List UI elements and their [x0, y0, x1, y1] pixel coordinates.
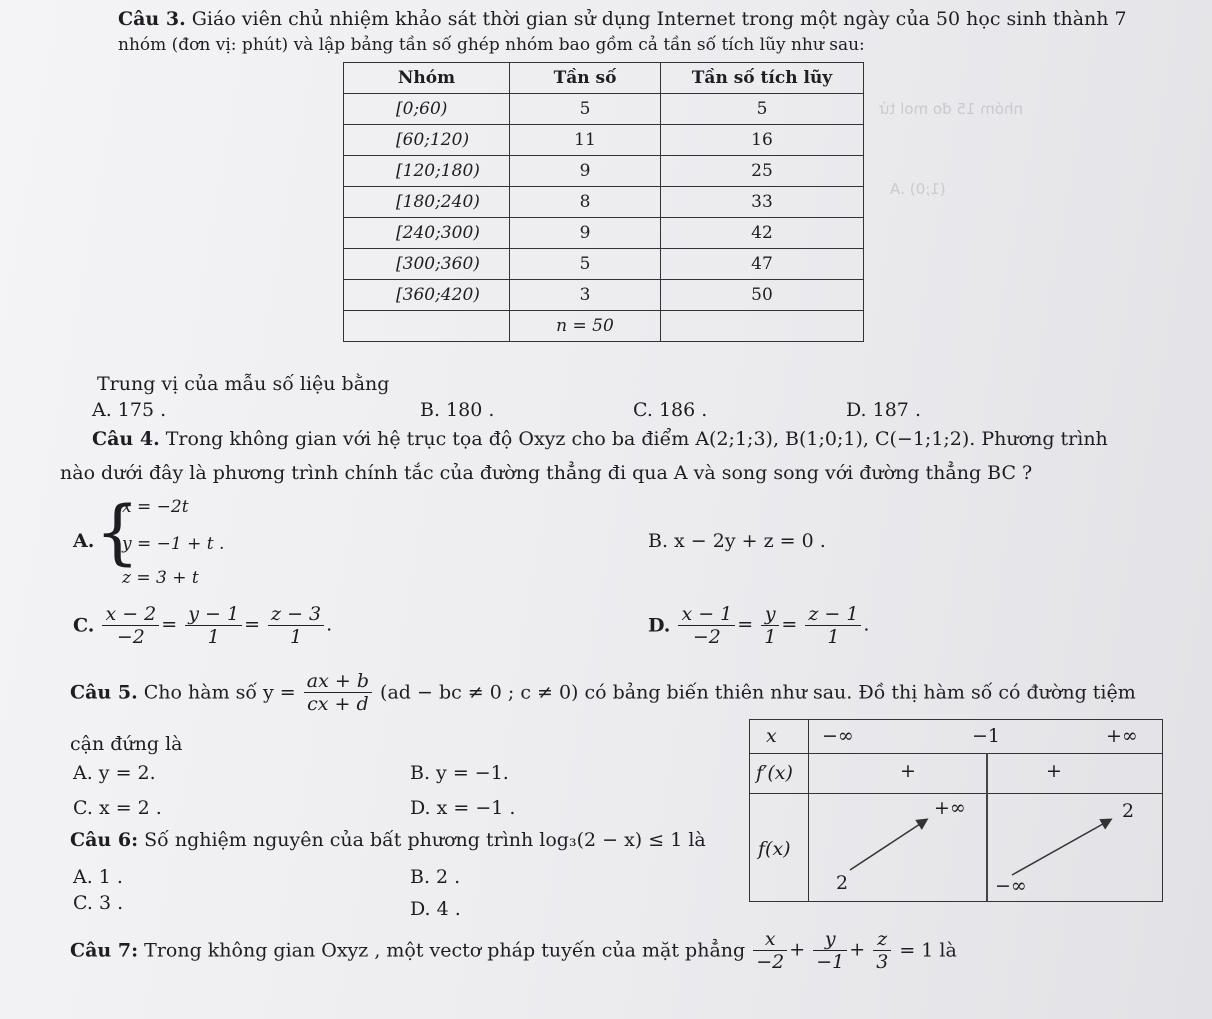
table-cell: 8 — [510, 187, 661, 218]
q3-option-d: D. 187 . — [846, 399, 921, 421]
q6-option-a: A. 1 . — [73, 866, 123, 888]
bleed-through-text: nhóm 15 đo mol tử — [880, 100, 1024, 118]
q5-line1: Câu 5. Cho hàm số y = $\frac{ax + b}{cx + d}$ (ad − bc ≠ 0 ; c ≠ 0) có bảng biến thiên như sau. Đồ thị hàm số có đường tiệm — [70, 670, 1136, 715]
q6-text: Số nghiệm nguyên của bất phương trình log₃(2 − x) ≤ 1 là — [144, 829, 706, 851]
q3-label: Câu 3. — [118, 8, 186, 30]
table-cell: [360;420) — [344, 280, 510, 311]
header-cell: Tần số tích lũy — [661, 63, 864, 94]
vt-f-value: +∞ — [934, 797, 966, 819]
vt-arrows — [750, 720, 1164, 903]
fraction: $\frac{y - 1}{1}$ — [185, 603, 242, 648]
table-row — [344, 125, 864, 156]
fraction: $\frac{x}{-2}$ — [753, 928, 787, 973]
table-cell: 42 — [661, 218, 864, 249]
table-cell: 5 — [510, 94, 661, 125]
table-cell: [300;360) — [344, 249, 510, 280]
table-cell: 16 — [661, 125, 864, 156]
q6-option-d: D. 4 . — [410, 898, 461, 920]
table-cell: 11 — [510, 125, 661, 156]
table-cell: 5 — [661, 94, 864, 125]
q4-option-a-label: A. — [73, 530, 95, 552]
table-cell: [120;180) — [344, 156, 510, 187]
fraction: $\frac{y}{-1}$ — [813, 928, 847, 973]
q6-label: Câu 6: — [70, 829, 139, 851]
table-cell: [180;240) — [344, 187, 510, 218]
vt-x-value: +∞ — [1106, 725, 1138, 747]
table-cell: 3 — [510, 280, 661, 311]
vt-fprime-label: f′(x) — [756, 762, 793, 784]
q7-line: Câu 7: Trong không gian Oxyz , một vectơ pháp tuyến của mặt phẳng $\frac{x}{-2}$ + $\frac{y}{-1}$ + $\frac{z}{3}$ = 1 là — [70, 928, 957, 973]
q4-option-a-eq1: x = −2t — [122, 497, 189, 517]
q5-option-a: A. y = 2. — [73, 762, 156, 784]
table-cell: 9 — [510, 156, 661, 187]
q3-option-c: C. 186 . — [633, 399, 708, 421]
vt-f-value: 2 — [1122, 800, 1135, 822]
q4-text: Trong không gian với hệ trục tọa độ Oxyz cho ba điểm A(2;1;3), B(1;0;1), C(−1;1;2). Phương trình — [165, 428, 1108, 450]
q6-option-b: B. 2 . — [410, 866, 461, 888]
vt-fprime-sign: + — [900, 760, 916, 782]
q7-label: Câu 7: — [70, 939, 139, 962]
q5-line2: cận đứng là — [70, 733, 183, 755]
frequency-table — [343, 62, 864, 342]
fraction: $\frac{x - 1}{-2}$ — [678, 603, 735, 648]
table-cell: 47 — [661, 249, 864, 280]
table-row — [344, 218, 864, 249]
table-row — [344, 249, 864, 280]
q4-option-d: D. $\frac{x - 1}{-2}$ = $\frac{y}{1}$ = $\frac{z - 1}{1}$ . — [648, 603, 870, 648]
vt-x-value: −∞ — [822, 725, 854, 747]
table-row — [344, 187, 864, 218]
fraction: $\frac{z}{3}$ — [873, 928, 891, 973]
q4-option-c: C. $\frac{x - 2}{-2}$ = $\frac{y - 1}{1}$ = $\frac{z - 3}{1}$ . — [73, 603, 333, 648]
vt-f-value: 2 — [836, 872, 849, 894]
increasing-arrow — [850, 820, 926, 870]
q4-option-a-eq2: y = −1 + t . — [122, 534, 225, 554]
header-cell: Nhóm — [344, 63, 510, 94]
q5-option-c: C. x = 2 . — [73, 797, 162, 819]
q6-line — [70, 829, 706, 851]
q4-option-b: B. x − 2y + z = 0 . — [648, 530, 826, 552]
vt-x-label: x — [766, 725, 777, 747]
header-cell: Tần số — [510, 63, 661, 94]
variation-table — [749, 719, 1163, 902]
q5-label: Câu 5. — [70, 681, 138, 704]
q6-option-c: C. 3 . — [73, 892, 124, 914]
q3-text: Giáo viên chủ nhiệm khảo sát thời gian sử dụng Internet trong một ngày của 50 học sinh thành 7 — [191, 8, 1127, 30]
vt-f-value: −∞ — [995, 875, 1027, 897]
q3-line1 — [118, 8, 1127, 30]
table-header-row — [344, 63, 864, 94]
table-row — [344, 156, 864, 187]
table-cell: 5 — [510, 249, 661, 280]
fraction: $\frac{x - 2}{-2}$ — [102, 603, 159, 648]
q4-line1 — [92, 428, 1108, 450]
table-cell: 33 — [661, 187, 864, 218]
vt-f-label: f(x) — [758, 838, 791, 860]
table-row — [344, 94, 864, 125]
system-brace: { — [95, 491, 140, 573]
vt-x-value: −1 — [972, 725, 1001, 747]
table-cell: 25 — [661, 156, 864, 187]
table-total: n = 50 — [510, 311, 661, 342]
q4-line2: nào dưới đây là phương trình chính tắc của đường thẳng đi qua A và song song với đường thẳng BC ? — [60, 462, 1033, 484]
q5-option-d: D. x = −1 . — [410, 797, 516, 819]
fraction: $\frac{y}{1}$ — [761, 603, 779, 648]
vt-fprime-sign: + — [1046, 760, 1062, 782]
table-total-row — [344, 311, 864, 342]
fraction: $\frac{z - 1}{1}$ — [805, 603, 861, 648]
table-cell: 9 — [510, 218, 661, 249]
q3-line2: nhóm (đơn vị: phút) và lập bảng tần số ghép nhóm bao gồm cả tần số tích lũy như sau: — [118, 35, 865, 55]
bleed-through-text: (1;0) .A — [890, 180, 946, 198]
q3-option-b: B. 180 . — [420, 399, 495, 421]
q3-option-a: A. 175 . — [92, 399, 167, 421]
q4-option-a-eq3: z = 3 + t — [122, 568, 199, 588]
q5-option-b: B. y = −1. — [410, 762, 509, 784]
table-row — [344, 280, 864, 311]
fraction: $\frac{z - 3}{1}$ — [268, 603, 324, 648]
table-cell: [0;60) — [344, 94, 510, 125]
fraction: $\frac{ax + b}{cx + d}$ — [304, 670, 372, 715]
table-cell: [60;120) — [344, 125, 510, 156]
table-cell: [240;300) — [344, 218, 510, 249]
q3-question: Trung vị của mẫu số liệu bằng — [97, 373, 390, 395]
table-cell: 50 — [661, 280, 864, 311]
q4-label: Câu 4. — [92, 428, 160, 450]
increasing-arrow — [1012, 820, 1110, 875]
